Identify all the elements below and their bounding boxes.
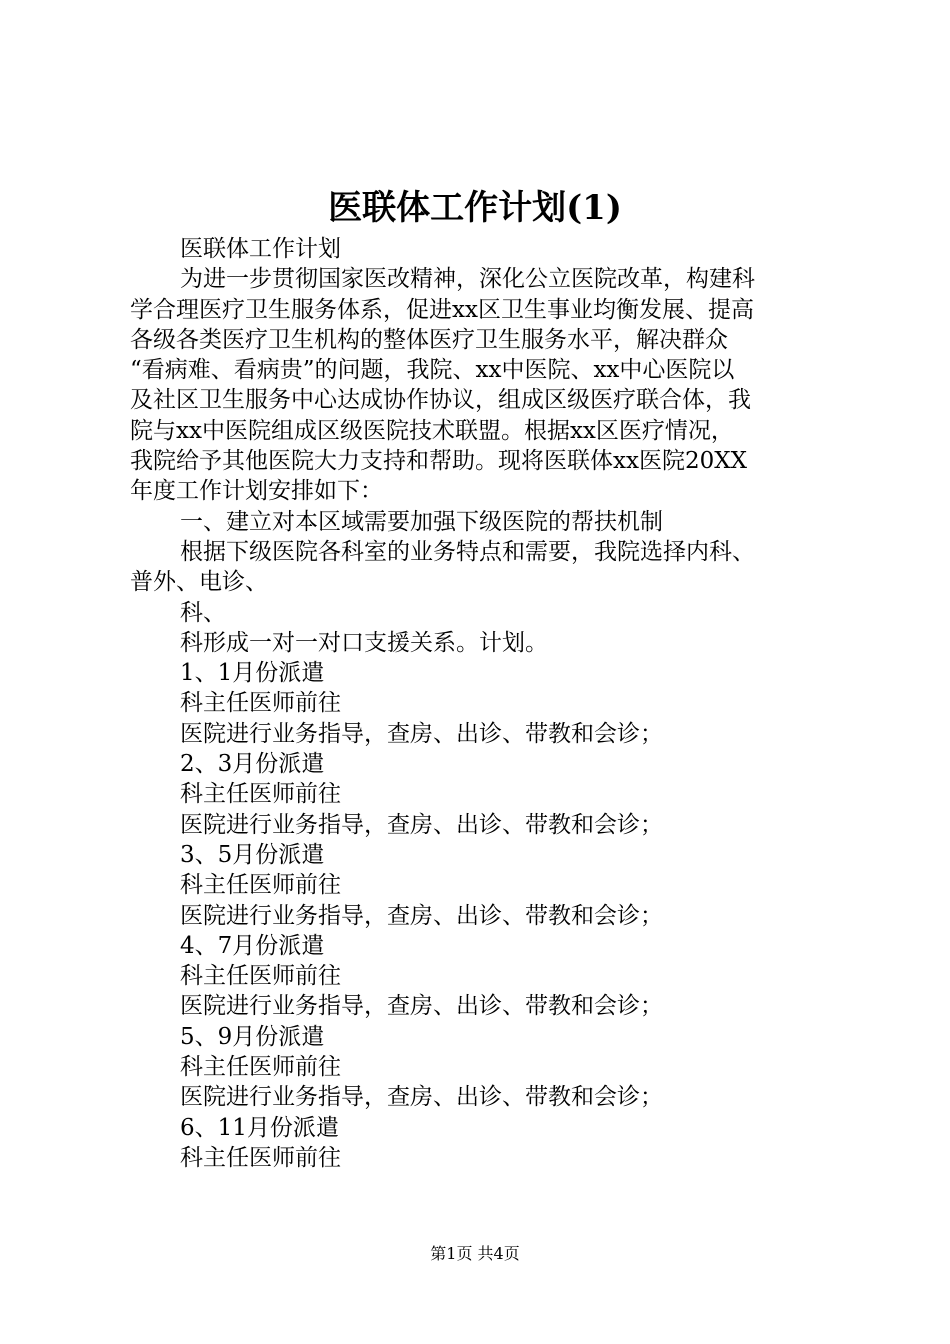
plan-item-dispatch: 5、9月份派遣: [180, 1023, 325, 1050]
plan-item-dispatch: 2、3月份派遣: [180, 751, 325, 778]
plan-item-staff: 科主任医师前往: [180, 963, 341, 990]
plan-item-staff: 科主任医师前往: [180, 781, 341, 808]
intro-line: 及社区卫生服务中心达成协作协议，组成区级医疗联合体，我: [130, 387, 751, 414]
plan-item-dispatch: 6、11月份派遣: [180, 1114, 339, 1141]
intro-line: 学合理医疗卫生服务体系，促进xx区卫生事业均衡发展、提高: [130, 296, 754, 323]
plan-item-staff: 科主任医师前往: [180, 872, 341, 899]
document-title: 医联体工作计划(1): [328, 188, 622, 228]
plan-item-staff: 科主任医师前往: [180, 1054, 341, 1081]
intro-line: 院与xx中医院组成区级医院技术联盟。根据xx区医疗情况，: [130, 417, 734, 444]
intro-line: 为进一步贯彻国家医改精神，深化公立医院改革，构建科: [180, 266, 755, 293]
document-body: [130, 234, 835, 1173]
intro-line: 各级各类医疗卫生机构的整体医疗卫生服务水平，解决群众: [130, 326, 728, 353]
section-paragraph-line: 根据下级医院各科室的业务特点和需要，我院选择内科、: [180, 538, 755, 565]
plan-item-staff: 科主任医师前往: [180, 690, 341, 717]
plan-item-staff: 科主任医师前往: [180, 1144, 341, 1171]
section-heading: 一、建立对本区域需要加强下级医院的帮扶机制: [180, 508, 663, 535]
intro-line: 年度工作计划安排如下：: [130, 478, 383, 505]
paragraph-line: 科、: [180, 599, 226, 626]
plan-item-task: 医院进行业务指导，查房、出诊、带教和会诊；: [180, 811, 663, 838]
page-footer: 第1页 共4页: [430, 1244, 520, 1263]
plan-item-task: 医院进行业务指导，查房、出诊、带教和会诊；: [180, 902, 663, 929]
intro-line: 我院给予其他医院大力支持和帮助。现将医联体xx医院20XX: [130, 448, 747, 475]
paragraph-line: 科形成一对一对口支援关系。计划。: [180, 629, 548, 656]
plan-item-task: 医院进行业务指导，查房、出诊、带教和会诊；: [180, 993, 663, 1020]
plan-item-task: 医院进行业务指导，查房、出诊、带教和会诊；: [180, 720, 663, 747]
plan-item-dispatch: 4、7月份派遣: [180, 932, 325, 959]
intro-line: “看病难、看病贵”的问题，我院、xx中医院、xx中心医院以: [130, 357, 735, 384]
plan-item-dispatch: 1、1月份派遣: [180, 660, 325, 687]
plan-item-dispatch: 3、5月份派遣: [180, 841, 325, 868]
plan-item-task: 医院进行业务指导，查房、出诊、带教和会诊；: [180, 1084, 663, 1111]
document-subtitle: 医联体工作计划: [180, 236, 341, 262]
section-paragraph-line: 普外、电诊、: [130, 569, 268, 596]
